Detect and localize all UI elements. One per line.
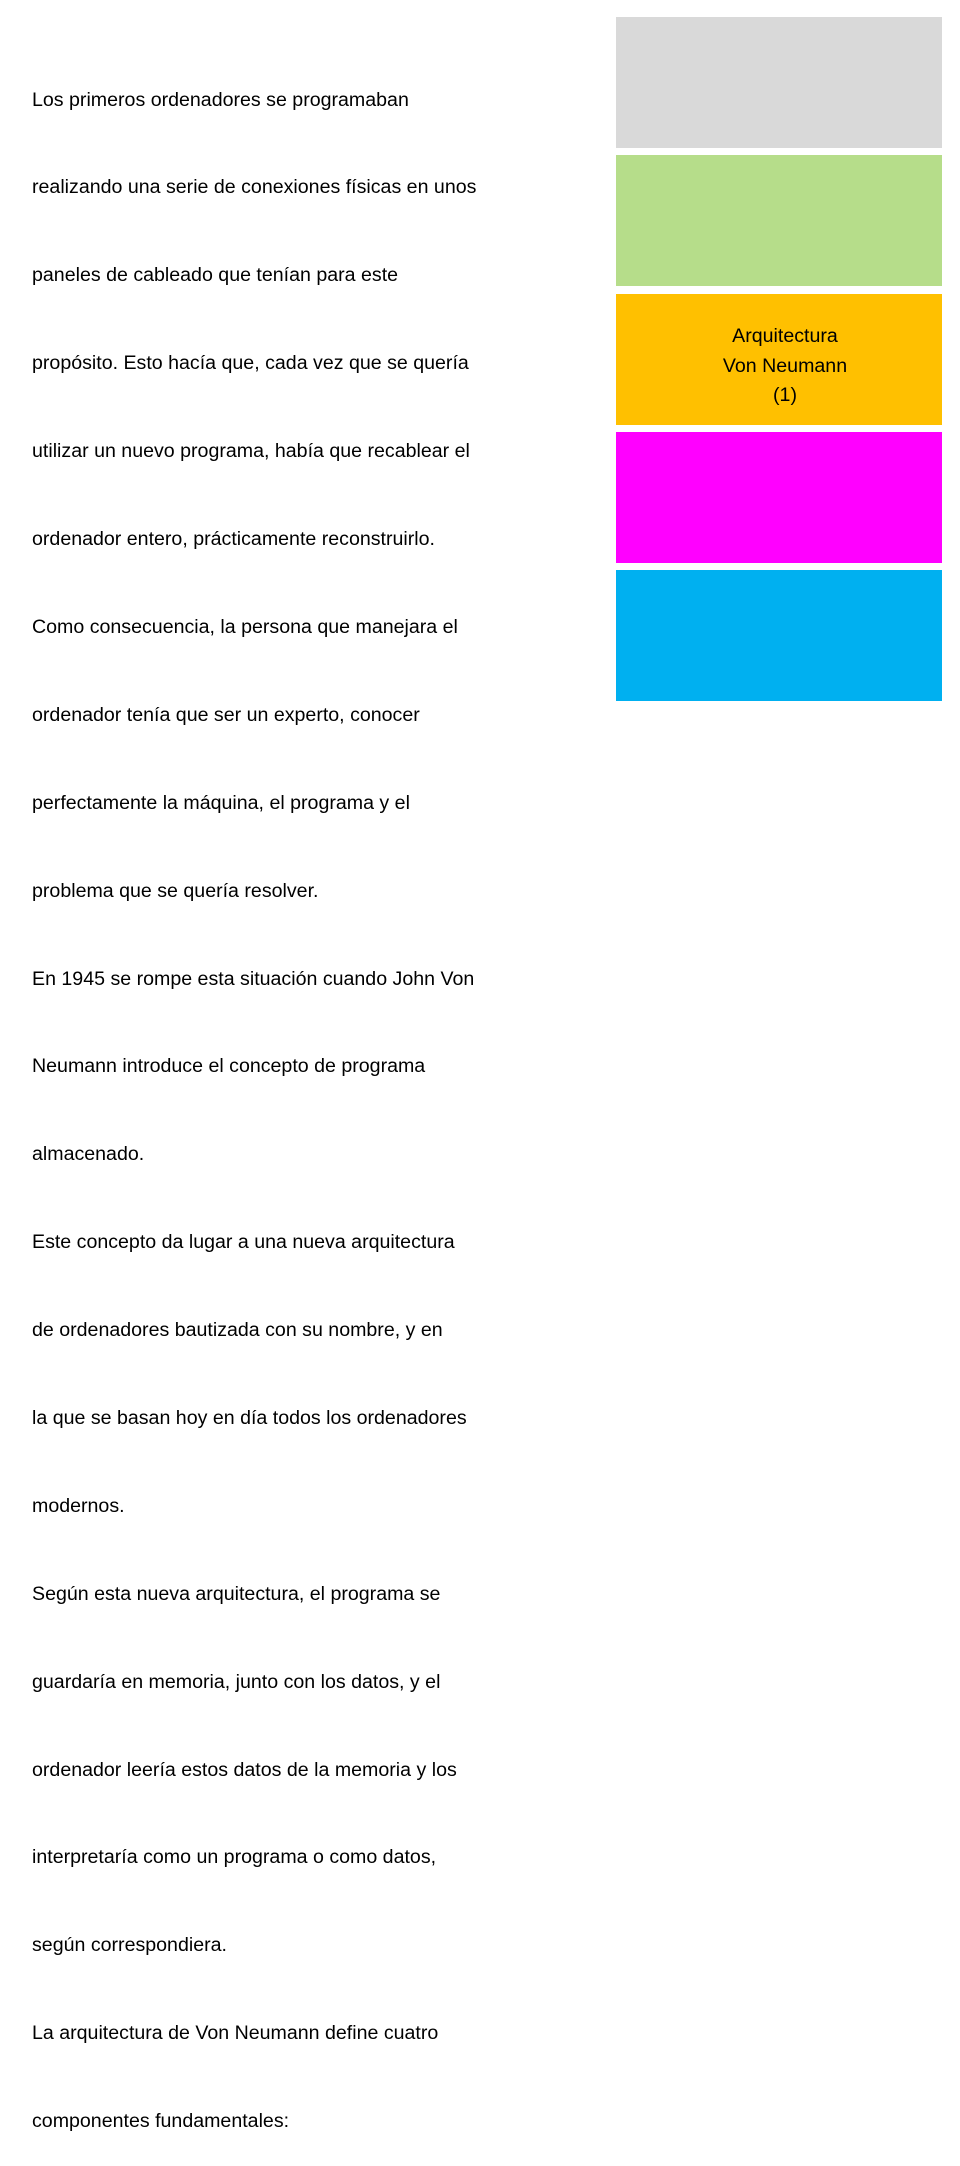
text-line: problema que se quería resolver.: [32, 879, 319, 902]
text-line: ordenador entero, prácticamente reconstruirlo.: [32, 528, 435, 551]
text-line: En 1945 se rompe esta situación cuando John Von: [32, 967, 475, 990]
body-text: [32, 27, 592, 2166]
text-line: Según esta nueva arquitectura, el programa se: [32, 1582, 441, 1605]
text-line: guardaría en memoria, junto con los datos, y el: [32, 1670, 441, 1693]
text-line: Neumann introduce el concepto de programa: [32, 1055, 426, 1078]
text-line: Los primeros ordenadores se programaban: [32, 88, 409, 111]
text-line: interpretaría como un programa o como datos,: [32, 1846, 437, 1869]
text-line: de ordenadores bautizada con su nombre, y en: [32, 1319, 443, 1342]
text-line: modernos.: [32, 1494, 125, 1517]
color-panel-magenta: [616, 432, 942, 563]
color-panel-cyan: [616, 570, 942, 701]
text-line: la que se basan hoy en día todos los ordenadores: [32, 1406, 467, 1429]
text-line: según correspondiera.: [32, 1934, 227, 1957]
slide-title: [616, 322, 942, 411]
text-line: realizando una serie de conexiones físicas en unos: [32, 176, 477, 199]
slide-title-line: (1): [773, 384, 797, 406]
text-line: perfectamente la máquina, el programa y el: [32, 791, 410, 814]
text-line: Este concepto da lugar a una nueva arquitectura: [32, 1231, 455, 1254]
slide-title-line: Von Neumann: [722, 354, 848, 377]
slide-title-line: Arquitectura: [732, 325, 838, 347]
text-line: Como consecuencia, la persona que manejara el: [32, 615, 458, 638]
text-line: propósito. Esto hacía que, cada vez que se quería: [32, 352, 469, 375]
text-line: paneles de cableado que tenían para este: [32, 264, 399, 287]
text-line: La arquitectura de Von Neumann define cuatro: [32, 2022, 439, 2045]
text-line: ordenador tenía que ser un experto, conocer: [32, 703, 420, 726]
color-panel-gray: [616, 17, 942, 148]
text-line: almacenado.: [32, 1143, 145, 1166]
text-line: componentes fundamentales:: [32, 2110, 290, 2133]
text-line: ordenador leería estos datos de la memoria y los: [32, 1758, 457, 1781]
text-line: utilizar un nuevo programa, había que recablear el: [32, 440, 470, 463]
color-panel-orange: [616, 294, 942, 425]
color-panel-green: [616, 155, 942, 286]
